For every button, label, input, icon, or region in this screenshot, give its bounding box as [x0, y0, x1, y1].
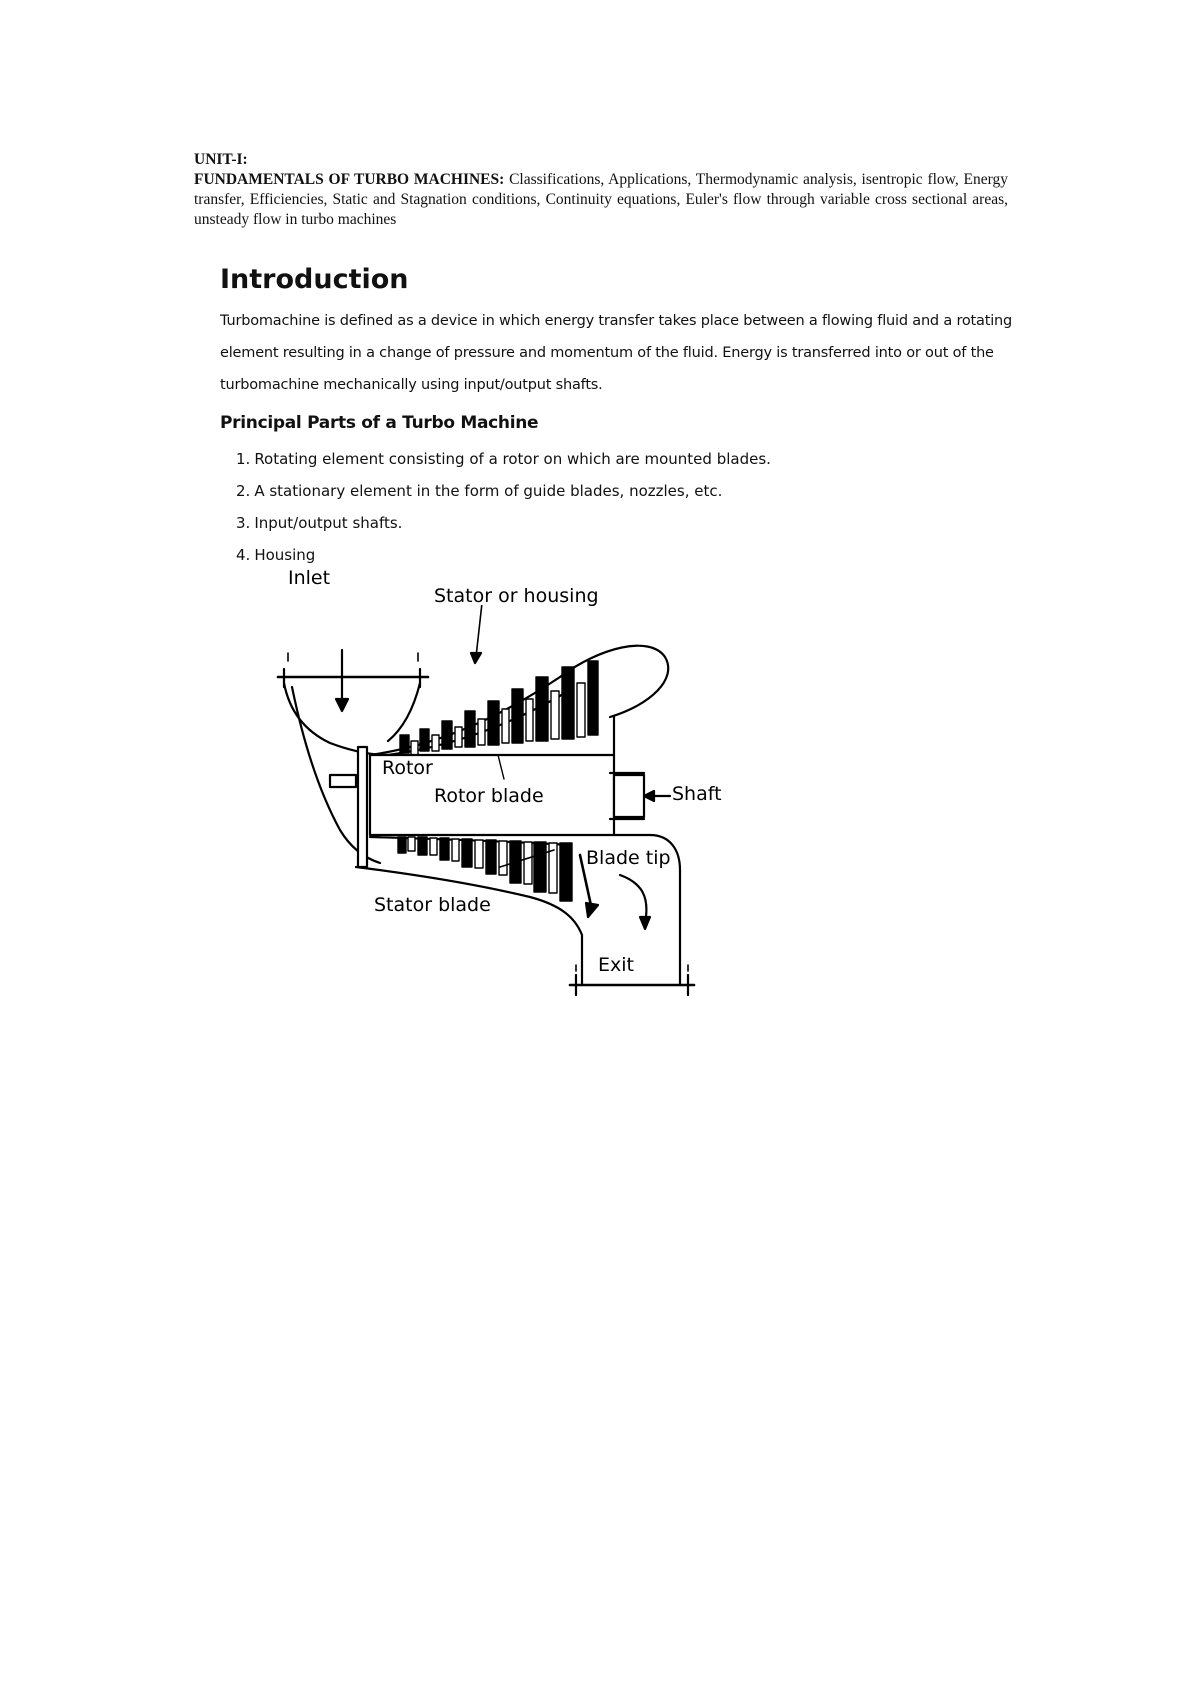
unit-header	[194, 150, 1008, 230]
turbomachine-diagram	[270, 567, 790, 1000]
introduction-heading: Introduction	[220, 264, 409, 295]
label-shaft: Shaft	[672, 783, 722, 805]
label-exit: Exit	[598, 954, 634, 976]
label-stator-blade: Stator blade	[374, 894, 491, 916]
unit-title: UNIT-I:	[194, 151, 248, 168]
introduction-paragraph: Turbomachine is defined as a device in which energy transfer takes place between a flowing fluid and a rotating element resulting in a change of pressure and momentum of the fluid. Energy is transferred into or out of the turbomachine mechanically using input/output shafts.	[220, 313, 1013, 393]
syllabus-topics: Classifications, Applications, Thermodynamic analysis, isentropic flow, Energy transfer, Efficiencies, Static and Stagnation conditions, Continuity equations, Euler's flow through variable cross sectional areas, unsteady flow in turbo machines	[194, 171, 1008, 228]
list-item: 1. Rotating element consisting of a rotor on which are mounted blades.	[236, 450, 771, 468]
syllabus-text	[194, 170, 1008, 230]
list-item: 3. Input/output shafts.	[236, 514, 403, 532]
label-stator-or-housing: Stator or housing	[434, 585, 599, 607]
list-item: 4. Housing	[236, 546, 316, 564]
principal-parts-heading: Principal Parts of a Turbo Machine	[220, 413, 539, 433]
principal-parts-list	[236, 443, 771, 571]
syllabus-lead: FUNDAMENTALS OF TURBO MACHINES:	[194, 171, 505, 188]
label-rotor: Rotor	[382, 757, 433, 779]
label-rotor-blade: Rotor blade	[434, 785, 544, 807]
list-item: 2. A stationary element in the form of guide blades, nozzles, etc.	[236, 482, 723, 500]
label-inlet: Inlet	[288, 567, 331, 589]
label-blade-tip: Blade tip	[586, 847, 671, 869]
